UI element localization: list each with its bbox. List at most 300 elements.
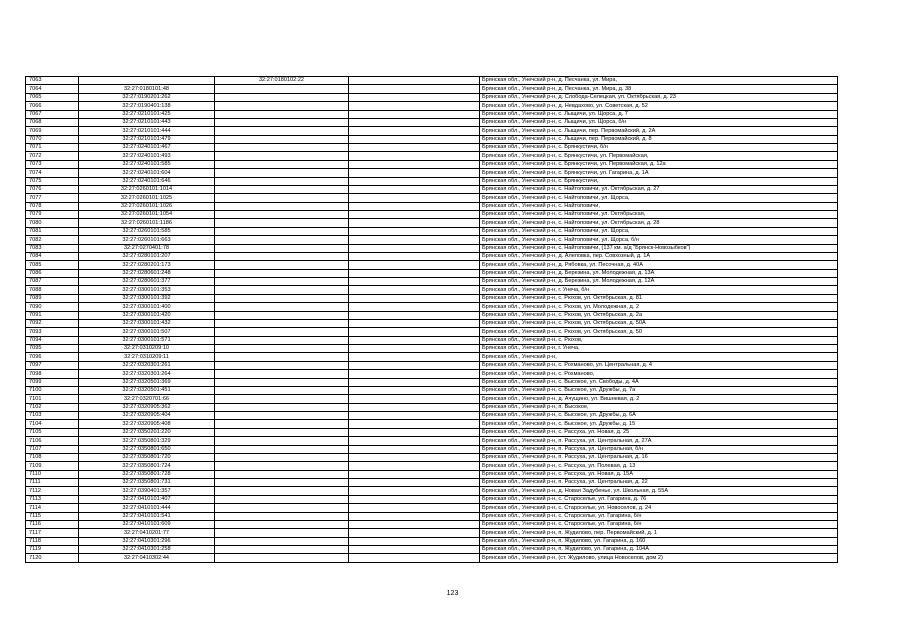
parent-cadastral-number — [215, 227, 349, 235]
empty-cell — [349, 261, 480, 269]
empty-cell — [349, 353, 480, 361]
cadastral-number: 32:27:0260101:1026 — [79, 202, 215, 210]
table-row — [26, 353, 838, 361]
row-number: 7064 — [26, 85, 79, 93]
table-row — [26, 445, 838, 453]
parent-cadastral-number — [215, 361, 349, 369]
parent-cadastral-number — [215, 169, 349, 177]
table-row — [26, 311, 838, 319]
table-row — [26, 294, 838, 302]
empty-cell — [349, 504, 480, 512]
address: Брянская обл., Унечский р-н, д. Березина, ул. Молодежная, д. 12А — [480, 278, 838, 286]
parent-cadastral-number — [215, 386, 349, 394]
cadastral-number: 32:27:0350801:329 — [79, 437, 215, 445]
parent-cadastral-number — [215, 504, 349, 512]
parent-cadastral-number — [215, 269, 349, 277]
table-row — [26, 152, 838, 160]
table-row — [26, 453, 838, 461]
row-number: 7097 — [26, 361, 79, 369]
address: Брянская обл., Унечский р-н, г. Унеча, б/н — [480, 286, 838, 294]
address: Брянская обл., Унечский р-н, с. Высокое, ул. Дружбы, д. 6А — [480, 412, 838, 420]
parent-cadastral-number — [215, 537, 349, 545]
address: Брянская обл., Унечский р-н, с. Рюхов, ул. Октябрьская, д. 50 — [480, 328, 838, 336]
table-row — [26, 244, 838, 252]
parent-cadastral-number — [215, 554, 349, 562]
address: Брянская обл., Унечский р-н, д. Ачущино, ул. Вишневая, д. 2 — [480, 395, 838, 403]
empty-cell — [349, 144, 480, 152]
address: Брянская обл., Унечский р-н, с. Рюхов, ул. Октябрьская, д. 81 — [480, 294, 838, 302]
row-number: 7105 — [26, 428, 79, 436]
address: Брянская обл., Унечский р-н, с. Найтоповичи, ул. Щорса, б/н — [480, 236, 838, 244]
row-number: 7116 — [26, 520, 79, 528]
address: Брянская обл., Унечский р-н, с. Найтоповичи, (137 км. а/д "Брянск-Новозыбков") — [480, 244, 838, 252]
row-number: 7099 — [26, 378, 79, 386]
row-number: 7108 — [26, 453, 79, 461]
cadastral-number: 32:27:0260101:663 — [79, 236, 215, 244]
parent-cadastral-number — [215, 328, 349, 336]
parent-cadastral-number — [215, 487, 349, 495]
address: Брянская обл., Унечский р-н, с. Найтоповичи, ул. Октябрьская, д. 27 — [480, 185, 838, 193]
empty-cell — [349, 370, 480, 378]
address: Брянская обл., Унечский р-н, с. Найтоповичи, ул. Октябрьская, — [480, 211, 838, 219]
address: Брянская обл., Унечский р-н, п. Рассуха, ул. Центральная, д. 22 — [480, 479, 838, 487]
cadastral-number: 32:27:0240101:604 — [79, 169, 215, 177]
cadastral-number: 32:27:0320301:261 — [79, 361, 215, 369]
cadastral-number: 32:27:0300101:432 — [79, 319, 215, 327]
parent-cadastral-number — [215, 462, 349, 470]
table-row — [26, 504, 838, 512]
row-number: 7096 — [26, 353, 79, 361]
table-row — [26, 479, 838, 487]
row-number: 7068 — [26, 118, 79, 126]
row-number: 7067 — [26, 110, 79, 118]
row-number: 7079 — [26, 211, 79, 219]
parent-cadastral-number — [215, 495, 349, 503]
empty-cell — [349, 512, 480, 520]
table-row — [26, 529, 838, 537]
cadastral-number: 32:27:0310209:11 — [79, 353, 215, 361]
cadastral-number: 32:27:0310209:10 — [79, 345, 215, 353]
table-row — [26, 546, 838, 554]
address: Брянская обл., Унечский р-н, с. Староселье, ул. Гагарина, д. 76 — [480, 495, 838, 503]
table-row — [26, 135, 838, 143]
empty-cell — [349, 110, 480, 118]
row-number: 7109 — [26, 462, 79, 470]
parent-cadastral-number — [215, 286, 349, 294]
table-row — [26, 520, 838, 528]
cadastral-number: 32:27:0260101:585 — [79, 227, 215, 235]
empty-cell — [349, 495, 480, 503]
row-number: 7112 — [26, 487, 79, 495]
table-row — [26, 286, 838, 294]
cadastral-number: 32:27:0300101:571 — [79, 336, 215, 344]
table-row — [26, 85, 838, 93]
empty-cell — [349, 336, 480, 344]
table-row — [26, 160, 838, 168]
address: Брянская обл., Унечский р-н, с. Брянкустичи, ул. Гагарина, д. 1А — [480, 169, 838, 177]
empty-cell — [349, 77, 480, 85]
table-row — [26, 194, 838, 202]
table-row — [26, 185, 838, 193]
parent-cadastral-number — [215, 185, 349, 193]
cadastral-number: 32:27:0300101:353 — [79, 286, 215, 294]
empty-cell — [349, 403, 480, 411]
parent-cadastral-number — [215, 135, 349, 143]
address: Брянская обл., Унечский р-н, с. Лыщичи, пер. Первомайский, д. 8 — [480, 135, 838, 143]
table-row — [26, 537, 838, 545]
table-row — [26, 144, 838, 152]
cadastral-number: 32:27:0390401:357 — [79, 487, 215, 495]
address: Брянская обл., Унечский р-н, с. Рюхов, — [480, 336, 838, 344]
table-row — [26, 361, 838, 369]
empty-cell — [349, 554, 480, 562]
parent-cadastral-number — [215, 336, 349, 344]
row-number: 7089 — [26, 294, 79, 302]
parent-cadastral-number — [215, 118, 349, 126]
cadastral-number — [79, 77, 215, 85]
cadastral-number: 32:27:0260101:1025 — [79, 194, 215, 202]
empty-cell — [349, 319, 480, 327]
row-number: 7088 — [26, 286, 79, 294]
cadastral-number: 32:27:0300101:507 — [79, 328, 215, 336]
cadastral-number: 32:27:0410201:77 — [79, 529, 215, 537]
cadastral-number: 32:27:0410302:44 — [79, 554, 215, 562]
row-number: 7087 — [26, 278, 79, 286]
empty-cell — [349, 278, 480, 286]
address: Брянская обл., Унечский р-н, с. Староселье, ул. Гагарина, б/н — [480, 512, 838, 520]
empty-cell — [349, 487, 480, 495]
table-row — [26, 554, 838, 562]
row-number: 7084 — [26, 252, 79, 260]
empty-cell — [349, 328, 480, 336]
cadastral-number: 32:27:0320501:451 — [79, 386, 215, 394]
row-number: 7082 — [26, 236, 79, 244]
table-row — [26, 428, 838, 436]
cadastral-number: 32:27:0410101:541 — [79, 512, 215, 520]
empty-cell — [349, 211, 480, 219]
empty-cell — [349, 420, 480, 428]
table-row — [26, 345, 838, 353]
table-row — [26, 77, 838, 85]
address: Брянская обл., Унечский р-н, с. Лыщичи, пер. Первомайский, д. 2А — [480, 127, 838, 135]
row-number: 7074 — [26, 169, 79, 177]
empty-cell — [349, 428, 480, 436]
registry-table-body — [26, 77, 838, 563]
empty-cell — [349, 202, 480, 210]
address: Брянская обл., Унечский р-н, п. Рассуха, ул. Центральная, д. 16 — [480, 453, 838, 461]
cadastral-number: 32:27:0270401:78 — [79, 244, 215, 252]
cadastral-number: 32:27:0410101:407 — [79, 495, 215, 503]
parent-cadastral-number — [215, 261, 349, 269]
table-row — [26, 403, 838, 411]
row-number: 7063 — [26, 77, 79, 85]
row-number: 7095 — [26, 345, 79, 353]
row-number: 7072 — [26, 152, 79, 160]
row-number: 7065 — [26, 93, 79, 101]
table-row — [26, 495, 838, 503]
empty-cell — [349, 169, 480, 177]
parent-cadastral-number — [215, 236, 349, 244]
empty-cell — [349, 462, 480, 470]
empty-cell — [349, 252, 480, 260]
parent-cadastral-number — [215, 512, 349, 520]
row-number: 7075 — [26, 177, 79, 185]
empty-cell — [349, 236, 480, 244]
row-number: 7103 — [26, 412, 79, 420]
table-row — [26, 102, 838, 110]
address: Брянская обл., Унечский р-н, с. Рюхов, ул. Молодежная, д. 2 — [480, 303, 838, 311]
cadastral-number: 32:27:0300101:420 — [79, 311, 215, 319]
table-row — [26, 395, 838, 403]
empty-cell — [349, 445, 480, 453]
address: Брянская обл., Унечский р-н, д. Алеповка, пер. Совхозный, д. 1А — [480, 252, 838, 260]
table-row — [26, 303, 838, 311]
cadastral-number: 32:27:0280201:173 — [79, 261, 215, 269]
address: Брянская обл., Унечский р-н, с. Высокое, ул. Свободы, д. 4А — [480, 378, 838, 386]
empty-cell — [349, 520, 480, 528]
cadastral-number: 32:27:0300101:392 — [79, 294, 215, 302]
parent-cadastral-number — [215, 252, 349, 260]
cadastral-number: 32:27:0240101:585 — [79, 160, 215, 168]
row-number: 7102 — [26, 403, 79, 411]
row-number: 7070 — [26, 135, 79, 143]
address: Брянская обл., Унечский р-н, п. Жудилово, ул. Гагарина, д. 160 — [480, 537, 838, 545]
address: Брянская обл., Унечский р-н, с. Брянкустичи, — [480, 177, 838, 185]
parent-cadastral-number — [215, 403, 349, 411]
address: Брянская обл., Унечский р-н, с. Высокое, ул. Дружбы, д. 7а — [480, 386, 838, 394]
address: Брянская обл., Унечский р-н, с. Найтоповичи, — [480, 202, 838, 210]
row-number: 7066 — [26, 102, 79, 110]
parent-cadastral-number — [215, 211, 349, 219]
address: Брянская обл., Унечский р-н, п. Высокое, — [480, 403, 838, 411]
empty-cell — [349, 227, 480, 235]
row-number: 7093 — [26, 328, 79, 336]
parent-cadastral-number — [215, 479, 349, 487]
parent-cadastral-number — [215, 219, 349, 227]
parent-cadastral-number — [215, 127, 349, 135]
cadastral-number: 32:27:0280601:377 — [79, 278, 215, 286]
cadastral-number: 32:27:0240101:646 — [79, 177, 215, 185]
table-row — [26, 420, 838, 428]
row-number: 7113 — [26, 495, 79, 503]
table-row — [26, 202, 838, 210]
cadastral-number: 32:27:0410101:609 — [79, 520, 215, 528]
cadastral-number: 32:27:0320501:369 — [79, 378, 215, 386]
empty-cell — [349, 529, 480, 537]
table-row — [26, 462, 838, 470]
empty-cell — [349, 102, 480, 110]
row-number: 7107 — [26, 445, 79, 453]
empty-cell — [349, 219, 480, 227]
address: Брянская обл., Унечский р-н, с. Рассуха, ул. Новая, д. 15А — [480, 470, 838, 478]
empty-cell — [349, 303, 480, 311]
address: Брянская обл., Унечский р-н, п. Жудилово, пер. Первомайский, д. 1 — [480, 529, 838, 537]
empty-cell — [349, 546, 480, 554]
address: Брянская обл., Унечский р-н, с. Рюхов, ул. Октябрьская, д. 50А — [480, 319, 838, 327]
cadastral-number: 32:27:0280601:248 — [79, 269, 215, 277]
address: Брянская обл., Унечский р-н, с. Староселье, ул. Гагарина, б/н — [480, 520, 838, 528]
row-number: 7080 — [26, 219, 79, 227]
address: Брянская обл., Унечский р-н, д. Песчанка, ул. Мира, — [480, 77, 838, 85]
row-number: 7115 — [26, 512, 79, 520]
table-row — [26, 261, 838, 269]
table-row — [26, 269, 838, 277]
address: Брянская обл., Унечский р-н, с. Рохманово, ул. Центральная, д. 4 — [480, 361, 838, 369]
cadastral-number: 32:27:0240101:493 — [79, 152, 215, 160]
registry-table — [25, 76, 838, 563]
empty-cell — [349, 194, 480, 202]
parent-cadastral-number — [215, 445, 349, 453]
table-row — [26, 487, 838, 495]
cadastral-number: 32:27:0240101:467 — [79, 144, 215, 152]
row-number: 7090 — [26, 303, 79, 311]
row-number: 7111 — [26, 479, 79, 487]
empty-cell — [349, 160, 480, 168]
table-row — [26, 512, 838, 520]
parent-cadastral-number — [215, 437, 349, 445]
empty-cell — [349, 412, 480, 420]
cadastral-number: 32:27:0210101:443 — [79, 118, 215, 126]
row-number: 7110 — [26, 470, 79, 478]
empty-cell — [349, 294, 480, 302]
empty-cell — [349, 135, 480, 143]
row-number: 7081 — [26, 227, 79, 235]
address: Брянская обл., Унечский р-н, с. Рассуха, ул. Полевая, д. 13 — [480, 462, 838, 470]
address: Брянская обл., Унечский р-н, с. Найтоповичи, ул. Октябрьская, д. 28 — [480, 219, 838, 227]
address: Брянская обл., Унечский р-н, д. Песчанка, ул. Мира, д. 38 — [480, 85, 838, 93]
parent-cadastral-number — [215, 177, 349, 185]
empty-cell — [349, 453, 480, 461]
cadastral-number: 32:27:0410301:258 — [79, 546, 215, 554]
cadastral-number: 32:27:0260101:1014 — [79, 185, 215, 193]
row-number: 7106 — [26, 437, 79, 445]
empty-cell — [349, 479, 480, 487]
address: Брянская обл., Унечский р-н, с. Лыщичи, ул. Щорса, д. 7 — [480, 110, 838, 118]
cadastral-number: 32:27:0350801:728 — [79, 470, 215, 478]
empty-cell — [349, 345, 480, 353]
cadastral-number: 32:27:0410101:444 — [79, 504, 215, 512]
table-row — [26, 328, 838, 336]
empty-cell — [349, 361, 480, 369]
table-row — [26, 319, 838, 327]
parent-cadastral-number — [215, 110, 349, 118]
cadastral-number: 32:27:0280101:207 — [79, 252, 215, 260]
row-number: 7083 — [26, 244, 79, 252]
address: Брянская обл., Унечский р-н, с. Найтоповичи, ул. Щорса, — [480, 194, 838, 202]
address: Брянская обл., Унечский р-н, д. Невдахово, ул. Советская, д. 52 — [480, 102, 838, 110]
parent-cadastral-number — [215, 412, 349, 420]
cadastral-number: 32:27:0210101:444 — [79, 127, 215, 135]
registry-table-container — [25, 76, 837, 563]
table-row — [26, 211, 838, 219]
cadastral-number: 32:27:0350801:720 — [79, 453, 215, 461]
empty-cell — [349, 177, 480, 185]
empty-cell — [349, 437, 480, 445]
row-number: 7114 — [26, 504, 79, 512]
address: Брянская обл., Унечский р-н, д. Слобода-Селецкая, ул. Октябрьская, д. 23 — [480, 93, 838, 101]
address: Брянская обл., Унечский р-н, д. Рябовка, ул. Песочная, д. 40А — [480, 261, 838, 269]
cadastral-number: 32:27:0410301:296 — [79, 537, 215, 545]
parent-cadastral-number — [215, 303, 349, 311]
address: Брянская обл., Унечский р-н, п. Рассуха, ул. Центральная, б/н — [480, 445, 838, 453]
empty-cell — [349, 395, 480, 403]
parent-cadastral-number — [215, 294, 349, 302]
address: Брянская обл., Унечский р-н, — [480, 353, 838, 361]
empty-cell — [349, 311, 480, 319]
cadastral-number: 32:27:0260101:1186 — [79, 219, 215, 227]
parent-cadastral-number — [215, 160, 349, 168]
table-row — [26, 219, 838, 227]
row-number: 7069 — [26, 127, 79, 135]
parent-cadastral-number — [215, 278, 349, 286]
cadastral-number: 32:27:0350801:650 — [79, 445, 215, 453]
row-number: 7118 — [26, 537, 79, 545]
address: Брянская обл., Унечский р-н, с. Брянкустичи, ул. Первомайская, — [480, 152, 838, 160]
parent-cadastral-number — [215, 370, 349, 378]
parent-cadastral-number — [215, 202, 349, 210]
address: Брянская обл., Унечский р-н, (ст. Жудилово, улица Новоселов, дом 2) — [480, 554, 838, 562]
table-row — [26, 386, 838, 394]
parent-cadastral-number — [215, 420, 349, 428]
row-number: 7071 — [26, 144, 79, 152]
cadastral-number: 32:27:0320905:362 — [79, 403, 215, 411]
parent-cadastral-number — [215, 378, 349, 386]
cadastral-number: 32:27:0320301:264 — [79, 370, 215, 378]
table-row — [26, 118, 838, 126]
parent-cadastral-number — [215, 428, 349, 436]
empty-cell — [349, 244, 480, 252]
address: Брянская обл., Унечский р-н, с. Лыщичи, ул. Щорса, б/н — [480, 118, 838, 126]
table-row — [26, 437, 838, 445]
row-number: 7098 — [26, 370, 79, 378]
cadastral-number: 32:27:0260101:1054 — [79, 211, 215, 219]
row-number: 7092 — [26, 319, 79, 327]
parent-cadastral-number — [215, 152, 349, 160]
parent-cadastral-number — [215, 311, 349, 319]
empty-cell — [349, 386, 480, 394]
address: Брянская обл., Унечский р-н, с. Высокое, ул. Дружбы, д. 15 — [480, 420, 838, 428]
cadastral-number: 32:27:0190401:138 — [79, 102, 215, 110]
row-number: 7119 — [26, 546, 79, 554]
address: Брянская обл., Унечский р-н, д. Березина, ул. Молодежная, д. 13А — [480, 269, 838, 277]
address: Брянская обл., Унечский р-н, п. Рассуха, ул. Центральная, д. 27А — [480, 437, 838, 445]
parent-cadastral-number — [215, 470, 349, 478]
table-row — [26, 93, 838, 101]
address: Брянская обл., Унечский р-н, с. Рюхов, ул. Октябрьская, д. 2а — [480, 311, 838, 319]
cadastral-number: 32:27:0320905:404 — [79, 412, 215, 420]
empty-cell — [349, 85, 480, 93]
table-row — [26, 110, 838, 118]
parent-cadastral-number — [215, 144, 349, 152]
empty-cell — [349, 537, 480, 545]
parent-cadastral-number — [215, 93, 349, 101]
row-number: 7086 — [26, 269, 79, 277]
parent-cadastral-number — [215, 102, 349, 110]
parent-cadastral-number — [215, 194, 349, 202]
cadastral-number: 32:27:0180101:48 — [79, 85, 215, 93]
empty-cell — [349, 93, 480, 101]
table-row — [26, 177, 838, 185]
row-number: 7073 — [26, 160, 79, 168]
parent-cadastral-number — [215, 546, 349, 554]
table-row — [26, 252, 838, 260]
row-number: 7085 — [26, 261, 79, 269]
empty-cell — [349, 152, 480, 160]
empty-cell — [349, 118, 480, 126]
address: Брянская обл., Унечский р-н, с. Рохманово, — [480, 370, 838, 378]
row-number: 7091 — [26, 311, 79, 319]
parent-cadastral-number — [215, 353, 349, 361]
